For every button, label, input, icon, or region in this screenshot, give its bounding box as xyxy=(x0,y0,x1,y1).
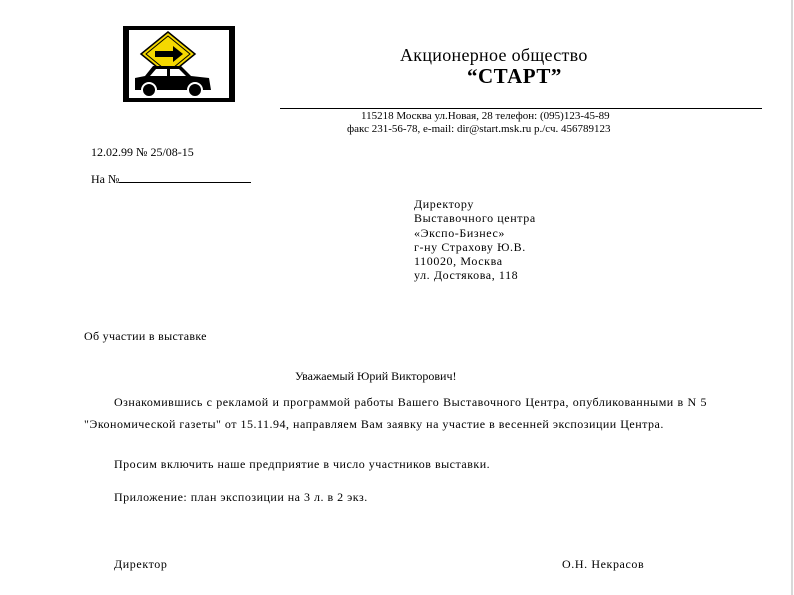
incoming-reference-label: На № xyxy=(91,172,120,186)
addressee-line: «Экспо-Бизнес» xyxy=(414,225,506,240)
org-name: Акционерное общество xyxy=(400,45,588,65)
body-paragraph-1: Ознакомившись с рекламой и программой работы Вашего Выставочного Центра, опубликованными в N 5 "Экономической газеты" от 15.11.94, направляем Вам заявку на участие в весенней экспозиции Центра. xyxy=(84,395,707,431)
attachment-note: Приложение: план экспозиции на 3 л. в 2 экз. xyxy=(114,490,368,504)
salutation: Уважаемый Юрий Викторович! xyxy=(295,369,457,383)
page-edge xyxy=(791,0,793,595)
addressee-line: 110020, Москва xyxy=(414,254,503,269)
addressee-line: г-ну Страхову Ю.В. xyxy=(414,239,526,254)
addressee-line: ул. Достякова, 118 xyxy=(414,268,519,283)
outgoing-date-number: 12.02.99 № 25/08-15 xyxy=(91,145,194,159)
signatory-title: Директор xyxy=(114,557,168,571)
incoming-reference xyxy=(91,171,251,187)
signatory-name: О.Н. Некрасов xyxy=(562,557,645,571)
body-paragraph-2: Просим включить наше предприятие в число участников выставки. xyxy=(114,457,491,471)
contact-line-fax-email: факс 231-56-78, e-mail: dir@start.msk.ru р./сч. 456789123 xyxy=(347,123,611,135)
addressee-block xyxy=(414,197,536,283)
org-title: “СТАРТ” xyxy=(467,64,562,88)
letterhead-divider xyxy=(280,108,762,109)
car-road-sign-logo-icon xyxy=(123,26,235,102)
contact-line-address: 115218 Москва ул.Новая, 28 телефон: (095)123-45-89 xyxy=(361,110,610,122)
incoming-reference-blank xyxy=(119,171,251,183)
addressee-line: Директору xyxy=(414,197,474,211)
letter-subject: Об участии в выставке xyxy=(84,329,207,343)
addressee-line: Выставочного центра xyxy=(414,211,536,226)
